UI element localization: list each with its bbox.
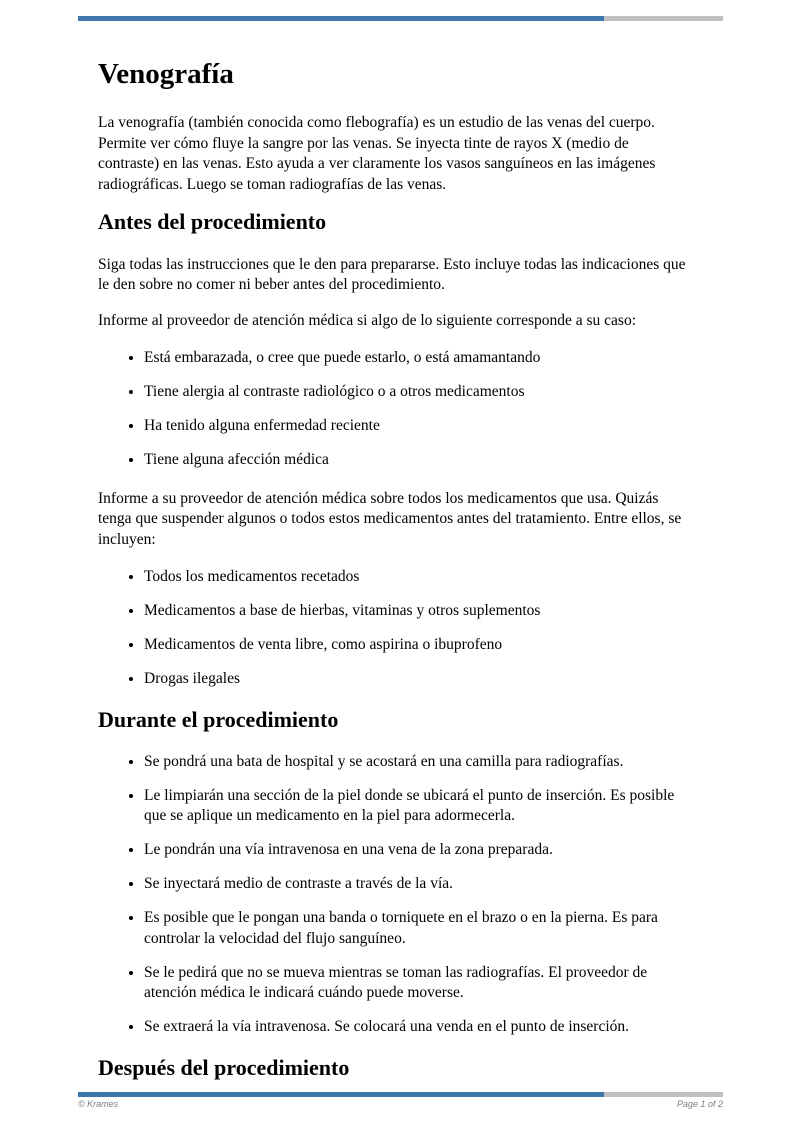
list-item: • Todos los medicamentos recetados — [144, 567, 690, 588]
list-item: • Tiene alguna afección médica — [144, 450, 690, 471]
copyright-text: © Krames — [78, 1099, 119, 1109]
list-item: • Es posible que le pongan una banda o torniquete en el brazo o en la pierna. Es para controlar la velocidad del flujo sanguíneo. — [144, 908, 690, 949]
footer-rule-accent — [78, 1092, 604, 1097]
list-item: • Ha tenido alguna enfermedad reciente — [144, 416, 690, 437]
list-item: • Se pondrá una bata de hospital y se acostará en una camilla para radiografías. — [144, 752, 690, 773]
list-item: • Se le pedirá que no se mueva mientras se toman las radiografías. El proveedor de atención médica le indicará cuándo puede moverse. — [144, 963, 690, 1004]
document-body — [98, 40, 690, 1100]
header-rule-accent — [78, 16, 604, 21]
list-item: • Drogas ilegales — [144, 669, 690, 690]
page-number: Page 1 of 2 — [676, 1099, 723, 1109]
list-item: • Medicamentos de venta libre, como aspirina o ibuprofeno — [144, 635, 690, 656]
header-rule-tail — [604, 16, 723, 21]
header-rule — [78, 16, 723, 21]
list-item: • Se inyectará medio de contraste a través de la vía. — [144, 874, 690, 895]
section-heading-before: Antes del procedimiento — [98, 209, 327, 235]
section-heading-during: Durante el procedimiento — [98, 706, 339, 732]
medications-list — [98, 567, 690, 690]
before-paragraph-inform: Informe al proveedor de atención médica si algo de lo siguiente corresponde a su caso: — [98, 311, 636, 329]
footer-rule — [78, 1092, 723, 1097]
list-item: • Medicamentos a base de hierbas, vitaminas y otros suplementos — [144, 601, 690, 622]
conditions-list — [98, 348, 690, 471]
intro-paragraph: La venografía (también conocida como flebografía) es un estudio de las venas del cuerpo. Permite ver cómo fluye la sangre por las venas. Se inyecta tinte de rayos X (medio de contraste) en las venas. Esto ayuda a ver claramente los vasos sanguíneos en las imágenes radiográficas. Luego se toman radiografías de las venas. — [98, 114, 656, 193]
page-footer — [78, 1099, 723, 1109]
list-item: • Le limpiarán una sección de la piel donde se ubicará el punto de inserción. Es posible que se aplique un medicamento en la piel para adormecerla. — [144, 786, 690, 827]
footer-rule-tail — [604, 1092, 723, 1097]
list-item: • Tiene alergia al contraste radiológico o a otros medicamentos — [144, 382, 690, 403]
page-title: Venografía — [98, 58, 234, 90]
before-paragraph-medications: Informe a su proveedor de atención médica sobre todos los medicamentos que usa. Quizás tenga que suspender algunos o todos estos medicamentos antes del tratamiento. Entre ellos, se incluyen: — [98, 489, 682, 548]
list-item: • Está embarazada, o cree que puede estarlo, o está amamantando — [144, 348, 690, 369]
during-steps-list — [98, 752, 690, 1038]
list-item: • Se extraerá la vía intravenosa. Se colocará una venda en el punto de inserción. — [144, 1017, 690, 1038]
list-item: • Le pondrán una vía intravenosa en una vena de la zona preparada. — [144, 840, 690, 861]
section-heading-after: Después del procedimiento — [98, 1054, 350, 1080]
before-paragraph-instructions: Siga todas las instrucciones que le den para prepararse. Esto incluye todas las indicaciones que le den sobre no comer ni beber antes del procedimiento. — [98, 255, 686, 294]
